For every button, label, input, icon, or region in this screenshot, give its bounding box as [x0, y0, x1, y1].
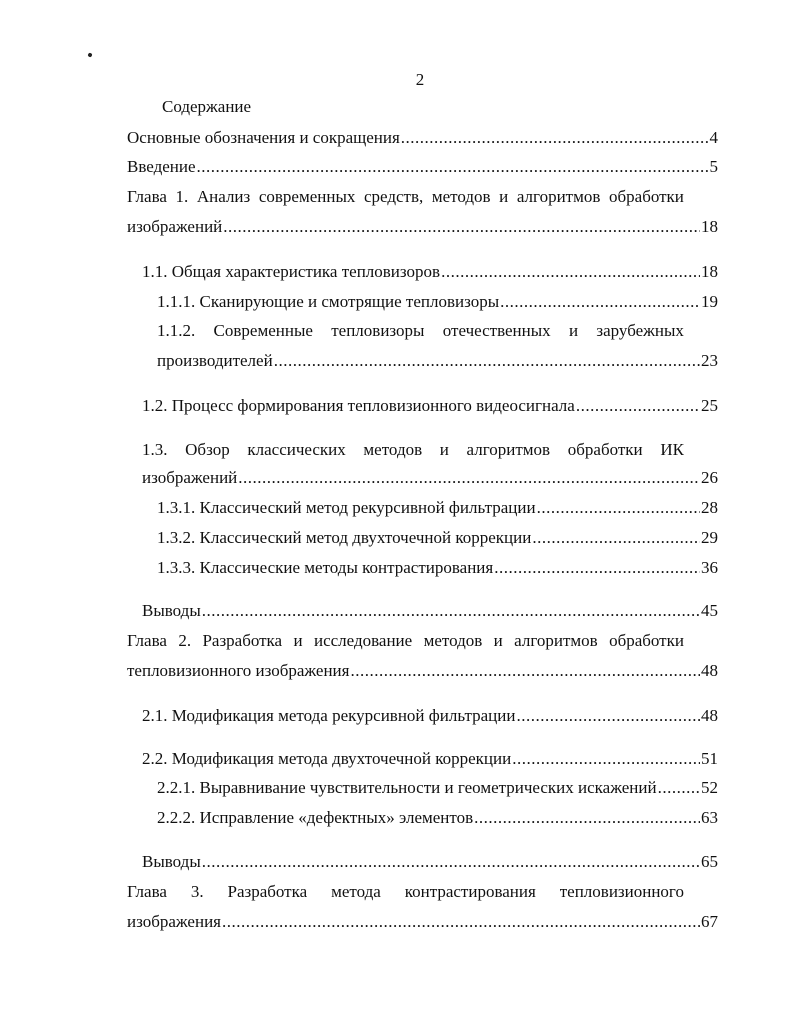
- word: методов: [431, 187, 491, 206]
- word: обработки: [567, 440, 643, 459]
- toc-entry-text: 1.3.2. Классический метод двухточечной коррекции: [157, 528, 532, 547]
- toc-entry-text: Основные обозначения и сокращения: [127, 128, 400, 147]
- word: 1.1.2.: [157, 321, 196, 340]
- toc-entry-page: 29: [701, 528, 718, 547]
- toc-entry-text: изображений: [142, 468, 238, 487]
- toc-entry-text: 2.2.2. Исправление «дефектных» элементов: [157, 808, 474, 827]
- toc-entry-1-1-1: [157, 291, 718, 313]
- toc-entry-1-1-2-line1: [157, 320, 684, 342]
- toc-entry-text: изображения: [127, 912, 221, 931]
- toc-entry-1-3-1: [157, 497, 718, 519]
- word: отечественных: [442, 321, 551, 340]
- toc-entry-page: 18: [701, 217, 718, 236]
- leader-dots: [222, 911, 700, 933]
- word: и: [439, 440, 449, 459]
- toc-entry-text: Выводы: [142, 852, 201, 871]
- toc-entry-page: 48: [701, 706, 718, 725]
- toc-entry-1-3-2: [157, 527, 718, 549]
- toc-entry-text: 1.1.1. Сканирующие и смотрящие тепловизоры: [157, 292, 500, 311]
- toc-entry-page: 48: [701, 661, 718, 680]
- toc-entry-intro: [127, 156, 718, 178]
- toc-entry-text: Выводы: [142, 601, 201, 620]
- leader-dots: [474, 807, 700, 829]
- leader-dots: [202, 851, 700, 873]
- toc-entry-page: 18: [701, 262, 718, 281]
- leader-dots: [532, 527, 700, 549]
- word: обработки: [609, 631, 684, 650]
- word: 1.3.: [142, 440, 168, 459]
- word: 3.: [190, 882, 204, 901]
- word: Анализ: [196, 187, 251, 206]
- leader-dots: [537, 497, 700, 519]
- word: классических: [247, 440, 346, 459]
- toc-entry-text: 1.2. Процесс формирования тепловизионного видеосигнала: [142, 396, 575, 415]
- toc-entry-ch2-line1: [127, 630, 684, 652]
- toc-entry-text: тепловизионного изображения: [127, 661, 350, 680]
- word: алгоритмов: [514, 631, 598, 650]
- word: и: [293, 631, 303, 650]
- toc-entry-ch3-line2: [127, 911, 718, 933]
- toc-entry-text: 1.1. Общая характеристика тепловизоров: [142, 262, 441, 281]
- toc-entry-2-2-1: [157, 777, 718, 799]
- word: современных: [258, 187, 356, 206]
- toc-title: Содержание: [162, 97, 252, 116]
- word: и: [499, 187, 509, 206]
- toc-entry-page: 19: [701, 292, 718, 311]
- leader-dots: [516, 705, 700, 727]
- toc-entry-ch2-line2: [127, 660, 718, 682]
- toc-entry-text: изображений: [127, 217, 223, 236]
- leader-dots: [500, 291, 700, 313]
- toc-entry-1-3-3: [157, 557, 718, 579]
- leader-dots: [441, 261, 700, 283]
- word: Глава: [127, 187, 167, 206]
- toc-entry-ch1-line1: [127, 186, 684, 208]
- toc-entry-page: 45: [701, 601, 718, 620]
- toc-entry-text: 2.2. Модификация метода двухточечной коррекции: [142, 749, 512, 768]
- leader-dots: [350, 660, 700, 682]
- leader-dots: [223, 216, 700, 238]
- word: алгоритмов: [466, 440, 551, 459]
- toc-entry-text: 1.3.3. Классические методы контрастирования: [157, 558, 494, 577]
- toc-entry-page: 25: [701, 396, 718, 415]
- word: средств,: [363, 187, 424, 206]
- word: Современные: [213, 321, 313, 340]
- word: тепловизоры: [331, 321, 425, 340]
- word: методов: [363, 440, 423, 459]
- toc-entry-page: 28: [701, 498, 718, 517]
- toc-entry-text: 2.2.1. Выравнивание чувствительности и геометрических искажений: [157, 778, 657, 797]
- toc-entry-page: 23: [701, 351, 718, 370]
- word: метода: [331, 882, 381, 901]
- toc-entry-1-1-2-line2: [157, 350, 718, 372]
- word: исследование: [313, 631, 413, 650]
- toc-entry-1-3-line1: [142, 439, 684, 461]
- word: алгоритмов: [516, 187, 601, 206]
- word: ИК: [660, 440, 684, 459]
- leader-dots: [401, 127, 709, 149]
- toc-entry-page: 63: [701, 808, 718, 827]
- leader-dots: [494, 557, 700, 579]
- toc-entry-page: 65: [701, 852, 718, 871]
- toc-entry-page: 36: [701, 558, 718, 577]
- word: и: [493, 631, 503, 650]
- leader-dots: [576, 395, 700, 417]
- word: Глава: [127, 631, 167, 650]
- toc-entry-page: 5: [709, 157, 718, 176]
- leader-dots: [274, 350, 700, 372]
- word: 1.: [175, 187, 189, 206]
- word: Глава: [127, 882, 167, 901]
- toc-entry-2-2-2: [157, 807, 718, 829]
- toc-entry-conclusions-1: [142, 600, 718, 622]
- toc-entry-2-1: [142, 705, 718, 727]
- toc-entry-text: Введение: [127, 157, 196, 176]
- page-number: 2: [415, 70, 425, 89]
- word: Обзор: [185, 440, 230, 459]
- toc-entry-notations: [127, 127, 718, 149]
- toc-entry-text: 2.1. Модификация метода рекурсивной фильтрации: [142, 706, 516, 725]
- toc-entry-page: 26: [701, 468, 718, 487]
- word: 2.: [178, 631, 192, 650]
- word: методов: [423, 631, 483, 650]
- leader-dots: [512, 748, 700, 770]
- toc-entry-1-3-line2: [142, 467, 718, 489]
- leader-dots: [658, 777, 700, 799]
- toc-entry-page: 4: [709, 128, 718, 147]
- word: обработки: [609, 187, 684, 206]
- word: зарубежных: [596, 321, 684, 340]
- toc-entry-page: 67: [701, 912, 718, 931]
- toc-entry-text: производителей: [157, 351, 273, 370]
- toc-entry-text: 1.3.1. Классический метод рекурсивной фильтрации: [157, 498, 536, 517]
- toc-entry-page: 51: [701, 749, 718, 768]
- word: и: [568, 321, 579, 340]
- word: тепловизионного: [559, 882, 684, 901]
- toc-entry-page: 52: [701, 778, 718, 797]
- toc-entry-2-2: [142, 748, 718, 770]
- word: Разработка: [227, 882, 308, 901]
- toc-entry-ch1-line2: [127, 216, 718, 238]
- toc-entry-1-2: [142, 395, 718, 417]
- leader-dots: [202, 600, 700, 622]
- word: контрастирования: [404, 882, 536, 901]
- word: Разработка: [202, 631, 283, 650]
- leader-dots: [238, 467, 700, 489]
- leader-dots: [197, 156, 709, 178]
- toc-entry-1-1: [142, 261, 718, 283]
- toc-entry-ch3-line1: [127, 881, 684, 903]
- scan-speck: [87, 52, 92, 57]
- toc-entry-conclusions-2: [142, 851, 718, 873]
